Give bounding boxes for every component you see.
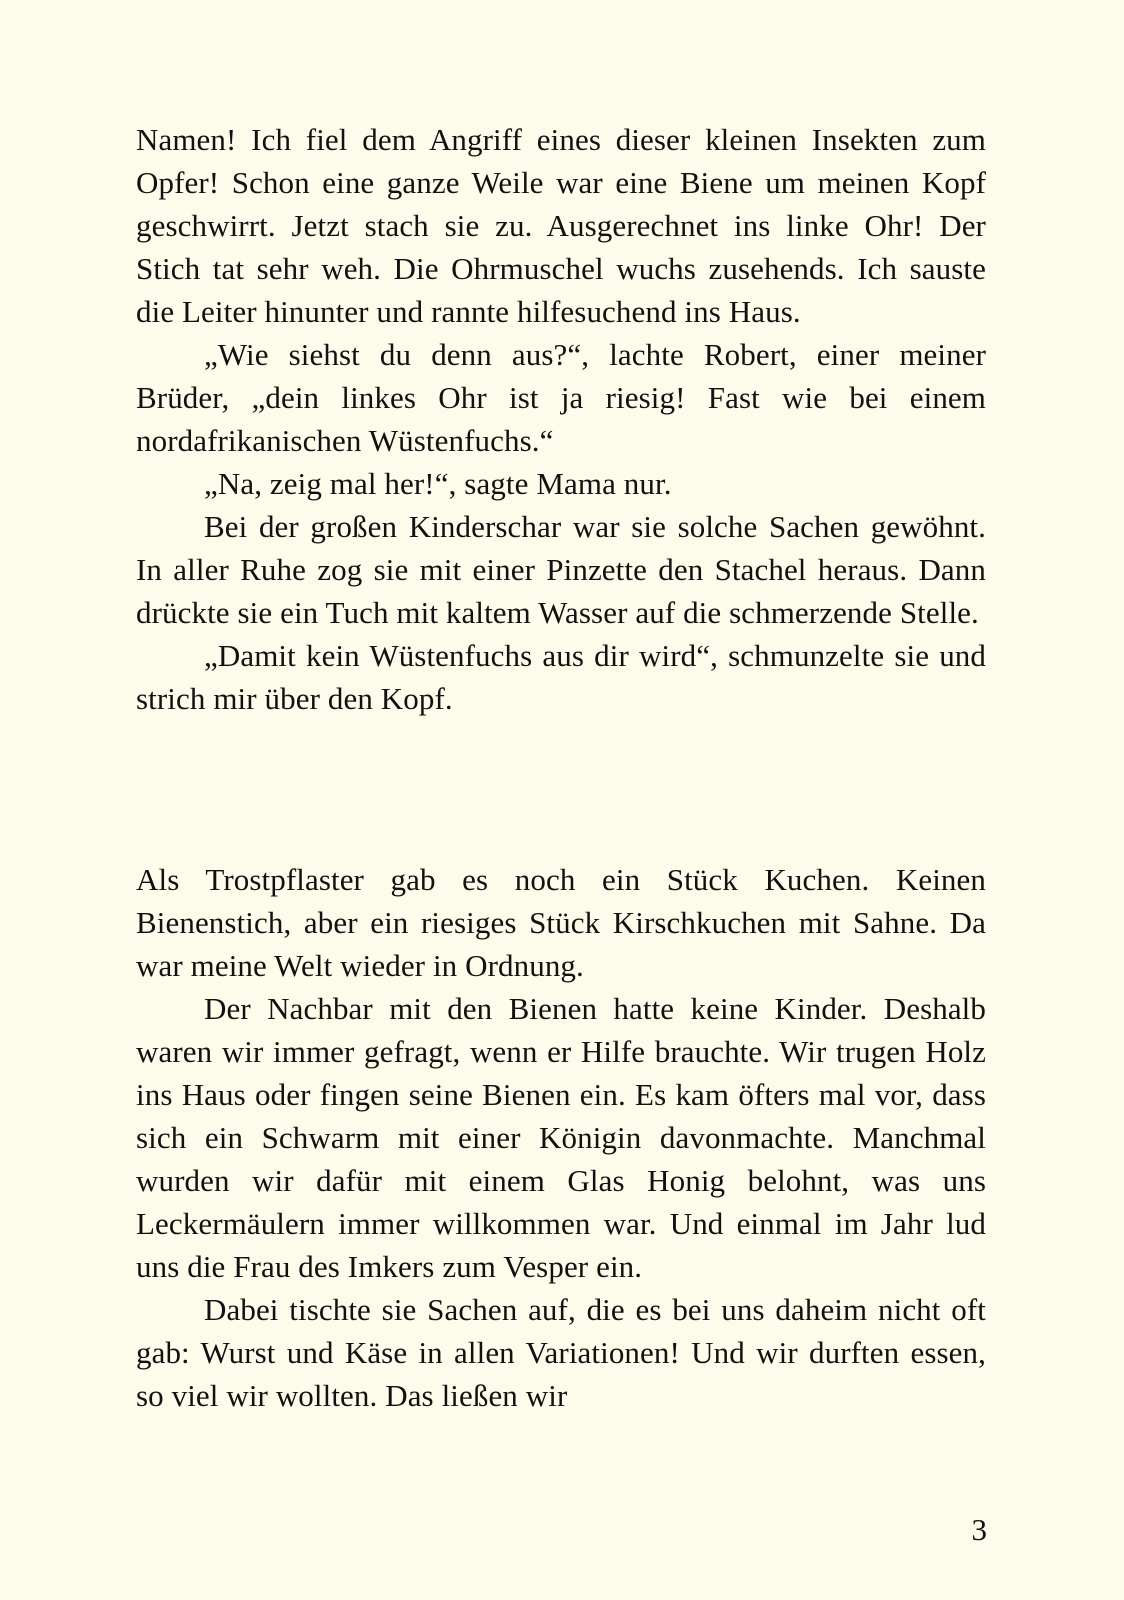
paragraph: Der Nachbar mit den Bienen hatte keine Kinder. Deshalb waren wir immer gefragt, wenn er Hilfe brauchte. Wir trugen Holz ins Haus oder fingen seine Bienen ein. Es kam öfters mal vor, dass sich ein Schwarm mit einer Königin davonmachte. Manchmal wurden wir dafür mit einem Glas Honig belohnt, was uns Leckermäulern immer willkommen war. Und einmal im Jahr lud uns die Frau des Imkers zum Vesper ein. bbox=[136, 991, 986, 1284]
text-section-1 bbox=[136, 118, 986, 720]
paragraph: Namen! Ich fiel dem Angriff eines dieser kleinen Insekten zum Opfer! Schon eine ganze Weile war eine Biene um meinen Kopf geschwirrt. Jetzt stach sie zu. Ausgerechnet ins linke Ohr! Der Stich tat sehr weh. Die Ohrmuschel wuchs zusehends. Ich sauste die Leiter hinunter und rannte hilfesuchend ins Haus. bbox=[136, 122, 986, 329]
paragraph: „Na, zeig mal her!“, sagte Mama nur. bbox=[204, 466, 672, 501]
paragraph: Bei der großen Kinderschar war sie solche Sachen gewöhnt. In aller Ruhe zog sie mit einer Pinzette den Stachel heraus. Dann drückte sie ein Tuch mit kaltem Wasser auf die schmerzende Stelle. bbox=[136, 509, 986, 630]
paragraph: Dabei tischte sie Sachen auf, die es bei uns daheim nicht oft gab: Wurst und Käse in allen Variationen! Und wir durften essen, so viel wir wollten. Das ließen wir bbox=[136, 1292, 986, 1413]
paragraph: „Wie siehst du denn aus?“, lachte Robert, einer meiner Brüder, „dein linkes Ohr ist ja riesig! Fast wie bei einem nordafrikanischen Wüstenfuchs.“ bbox=[136, 337, 986, 458]
page-number: 3 bbox=[971, 1512, 987, 1547]
paragraph: „Damit kein Wüstenfuchs aus dir wird“, schmunzelte sie und strich mir über den Kopf. bbox=[136, 638, 986, 716]
paragraph: Als Trostpflaster gab es noch ein Stück Kuchen. Keinen Bienenstich, aber ein riesiges Stück Kirschkuchen mit Sahne. Da war meine Welt wieder in Ordnung. bbox=[136, 862, 986, 983]
text-section-2 bbox=[136, 858, 986, 1417]
